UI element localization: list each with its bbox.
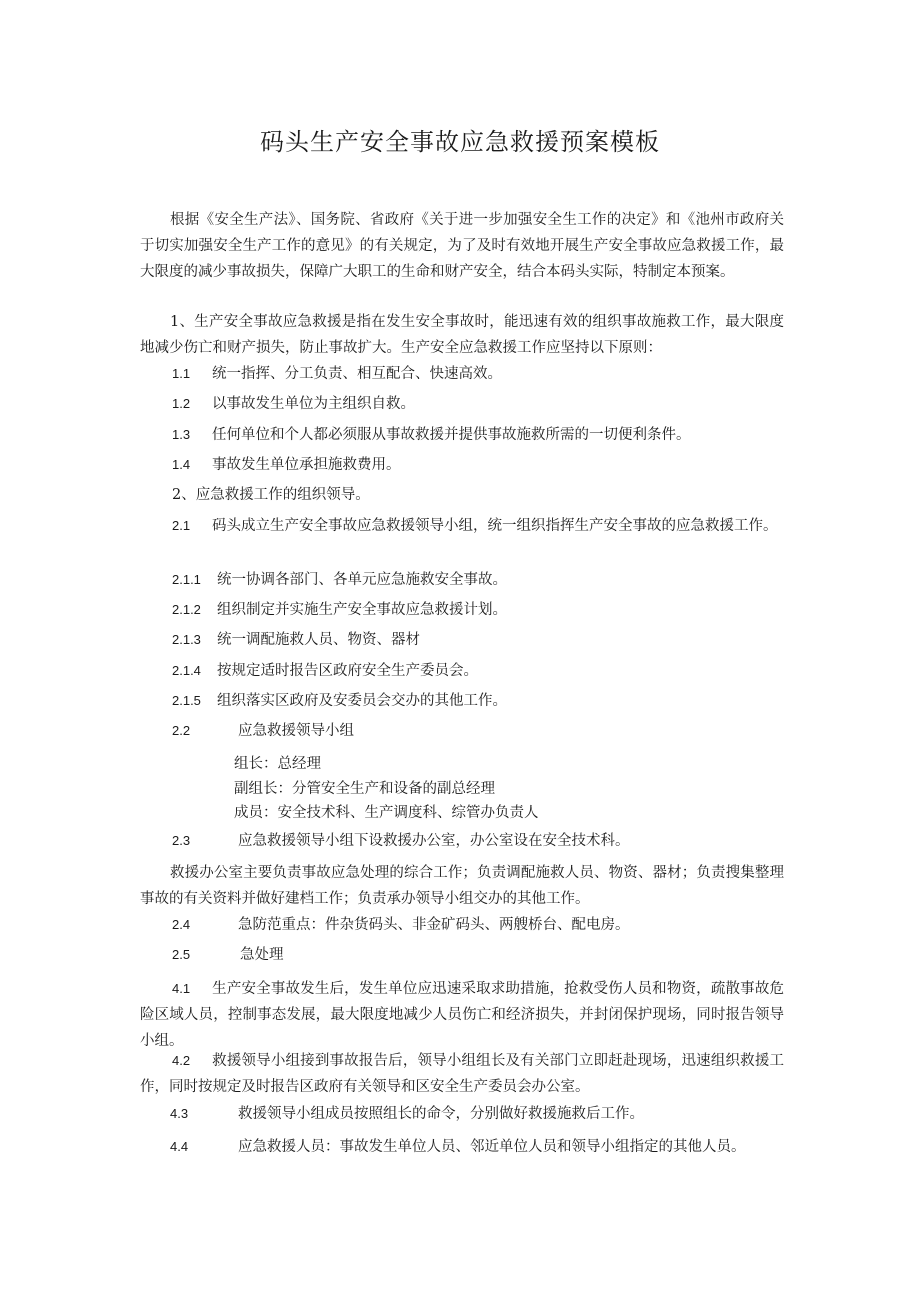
item-text: 统一指挥、分工负责、相互配合、快速高效。 bbox=[212, 366, 502, 382]
item-number: 2.3 bbox=[172, 833, 191, 848]
item-number: 4.2 bbox=[172, 1053, 191, 1068]
intro-paragraph: 根据《安全生产法》、国务院、省政府《关于进一步加强安全生工作的决定》和《池州市政府关于切实加强安全生产工作的意见》的有关规定，为了及时有效地开展生产安全事故应急救援工作，最大限度的减少事故损失，保障广大职工的生命和财产安全，结合本码头实际，特制定本预案。 bbox=[140, 212, 784, 280]
item-2-4 bbox=[172, 913, 630, 934]
item-text: 以事故发生单位为主组织自救。 bbox=[212, 396, 415, 412]
item-1-1 bbox=[172, 362, 502, 383]
item-text: 生产安全事故发生后，发生单位应迅速采取求助措施，抢救受伤人员和物资，疏散事故危险区域人员，控制事态发展，最大限度地减少人员伤亡和经济损失，并封闭保护现场，同时报告领导小组。 bbox=[140, 981, 784, 1049]
deputy-line: 副组长：分管安全生产和设备的副总经理 bbox=[234, 781, 495, 797]
item-text: 应急救援领导小组下设救援办公室，办公室设在安全技术科。 bbox=[238, 833, 630, 849]
item-number: 2.4 bbox=[172, 917, 191, 932]
item-1-2 bbox=[172, 392, 415, 413]
item-2-1-5 bbox=[172, 689, 507, 710]
item-text: 组织落实区政府及安委员会交办的其他工作。 bbox=[217, 693, 507, 709]
item-number: 4.4 bbox=[170, 1139, 189, 1154]
item-text: 急处理 bbox=[240, 947, 284, 963]
item-text: 统一协调各部门、各单元应急施救安全事故。 bbox=[217, 572, 507, 588]
item-4-4 bbox=[170, 1135, 746, 1156]
item-text: 应急救援领导小组 bbox=[238, 723, 354, 739]
item-number: 2.1.1 bbox=[172, 572, 201, 587]
page-title: 码头生产安全事故应急救援预案模板 bbox=[260, 128, 660, 156]
item-text: 按规定适时报告区政府安全生产委员会。 bbox=[217, 663, 478, 679]
office-paragraph: 救援办公室主要负责事故应急处理的综合工作；负责调配施救人员、物资、器材；负责搜集整理事故的有关资料并做好建档工作；负责承办领导小组交办的其他工作。 bbox=[140, 865, 784, 907]
item-number: 1.3 bbox=[172, 427, 191, 442]
leader-line: 组长：总经理 bbox=[234, 756, 321, 772]
item-number: 4.3 bbox=[170, 1106, 189, 1121]
item-2-1 bbox=[140, 513, 784, 539]
item-number: 2.5 bbox=[172, 947, 191, 962]
item-text: 救援领导小组成员按照组长的命令，分别做好救援施救后工作。 bbox=[238, 1106, 644, 1122]
item-2-1-1 bbox=[172, 568, 507, 589]
section-2-heading: 2、应急救援工作的组织领导。 bbox=[172, 487, 370, 503]
section-1-paragraph: 1、生产安全事故应急救援是指在发生安全事故时，能迅速有效的组织事故施救工作，最大限度地减少伤亡和财产损失，防止事故扩大。生产安全应急救援工作应坚持以下原则： bbox=[140, 314, 784, 356]
members-line: 成员：安全技术科、生产调度科、综管办负责人 bbox=[234, 805, 539, 821]
item-text: 应急救援人员：事故发生单位人员、邻近单位人员和领导小组指定的其他人员。 bbox=[238, 1139, 746, 1155]
item-1-4 bbox=[172, 453, 401, 474]
item-number: 1.4 bbox=[172, 457, 191, 472]
item-number: 4.1 bbox=[172, 981, 191, 996]
item-number: 2.2 bbox=[172, 723, 191, 738]
item-number: 1.2 bbox=[172, 396, 191, 411]
item-2-1-3 bbox=[172, 628, 420, 649]
item-text: 统一调配施救人员、物资、器材 bbox=[217, 632, 420, 648]
item-number: 2.1.5 bbox=[172, 693, 201, 708]
item-number: 2.1.2 bbox=[172, 602, 201, 617]
item-1-3 bbox=[172, 423, 691, 444]
item-text: 事故发生单位承担施救费用。 bbox=[212, 457, 401, 473]
item-2-1-4 bbox=[172, 659, 478, 680]
item-text: 组织制定并实施生产安全事故应急救援计划。 bbox=[217, 602, 507, 618]
item-text: 码头成立生产安全事故应急救援领导小组，统一组织指挥生产安全事故的应急救援工作。 bbox=[212, 518, 778, 534]
item-2-3 bbox=[172, 829, 630, 850]
item-2-5 bbox=[172, 943, 284, 964]
item-4-1 bbox=[140, 976, 784, 1054]
item-text: 任何单位和个人都必须服从事故救援并提供事故施救所需的一切便利条件。 bbox=[212, 427, 691, 443]
item-number: 2.1.4 bbox=[172, 663, 201, 678]
item-2-1-2 bbox=[172, 598, 507, 619]
item-4-2 bbox=[140, 1048, 784, 1100]
item-text: 救援领导小组接到事故报告后，领导小组组长及有关部门立即赶赴现场，迅速组织救援工作，同时按规定及时报告区政府有关领导和区安全生产委员会办公室。 bbox=[140, 1053, 784, 1095]
item-number: 2.1.3 bbox=[172, 632, 201, 647]
item-2-2 bbox=[172, 719, 354, 740]
item-number: 2.1 bbox=[172, 518, 191, 533]
item-4-3 bbox=[170, 1102, 644, 1123]
item-text: 急防范重点：件杂货码头、非金矿码头、两艘桥台、配电房。 bbox=[238, 917, 630, 933]
item-number: 1.1 bbox=[172, 366, 191, 381]
